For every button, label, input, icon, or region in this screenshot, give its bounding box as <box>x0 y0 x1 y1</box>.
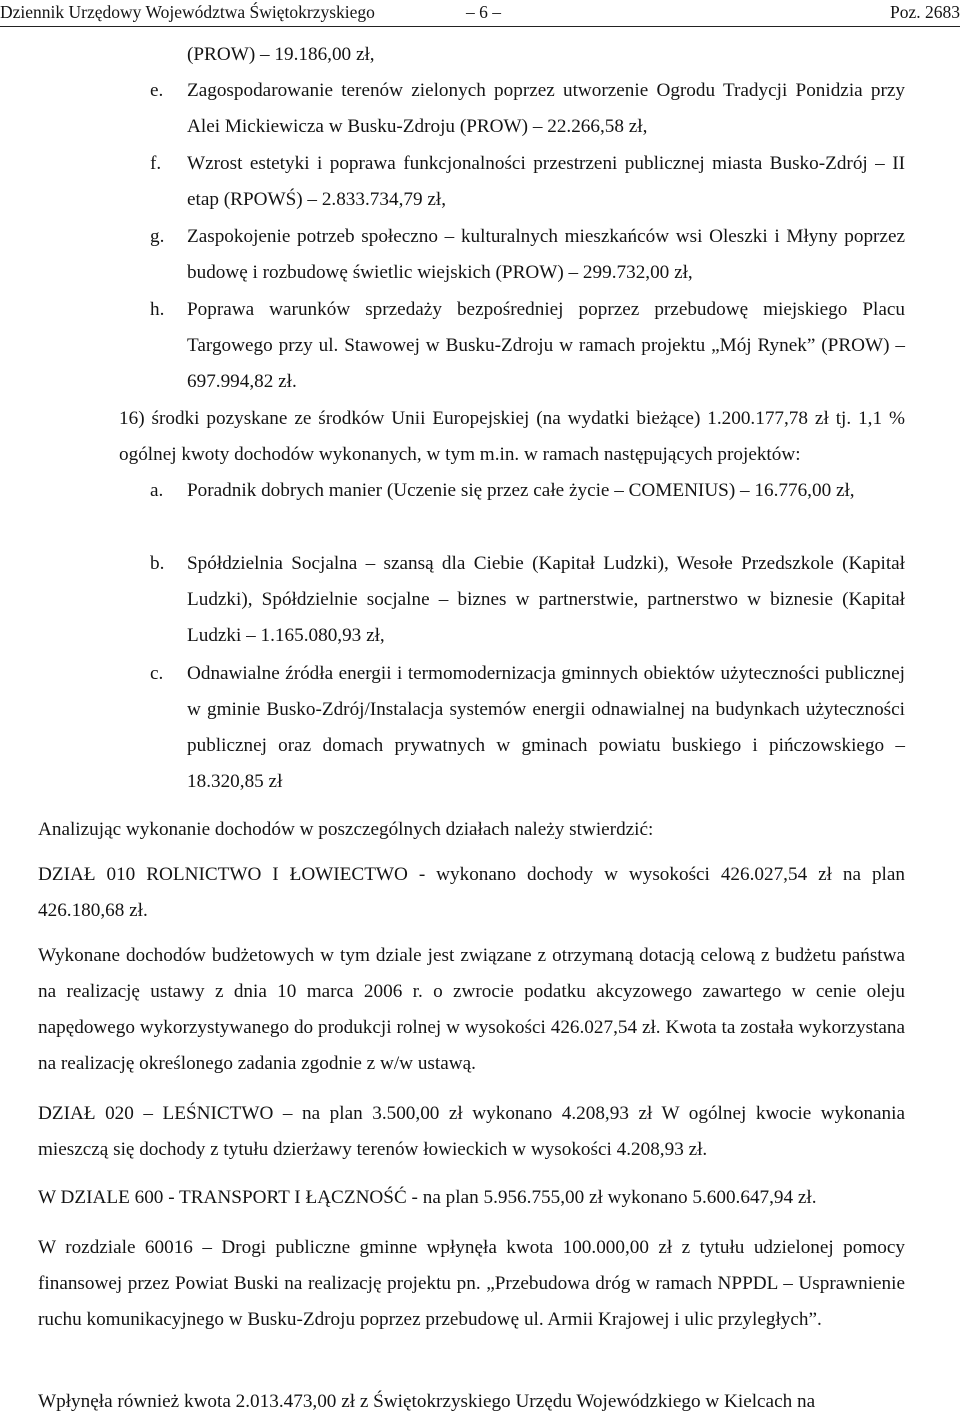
list-item-g <box>150 219 905 291</box>
list-item-c <box>150 656 905 800</box>
point-16: 16) środki pozyskane ze środków Unii Europejskiej (na wydatki bieżące) 1.200.177,78 zł tj. 1,1 % ogólnej kwoty dochodów wykonanych, w tym m.in. w ramach następujących projektów: <box>119 408 905 465</box>
list-item-text: Zaspokojenie potrzeb społeczno – kulturalnych mieszkańców wsi Oleszki i Młyny poprzez budowę i rozbudowę świetlic wiejskich (PROW) – 299.732,00 zł, <box>187 226 905 283</box>
list-item-text: Spółdzielnia Socjalna – szansą dla Ciebie (Kapitał Ludzki), Wesołe Przedszkole (Kapitał Ludzki), Spółdzielnie socjalne – biznes w partnerstwie, partnerstwo w biznesie (Kapitał Ludzki – 1.165.080,93 zł, <box>187 553 905 646</box>
list-item-e <box>150 73 905 145</box>
list-item-text: Zagospodarowanie terenów zielonych poprzez utworzenie Ogrodu Tradycji Ponidzia przy Alei Mickiewicza w Busku-Zdroju (PROW) – 22.266,58 zł, <box>187 80 905 137</box>
paragraph-intro: Analizując wykonanie dochodów w poszczególnych działach należy stwierdzić: <box>38 819 654 840</box>
list-item-a <box>150 473 905 509</box>
list-marker: c. <box>150 663 164 684</box>
page-header <box>0 0 960 27</box>
paragraph-dzial-010-details: Wykonane dochodów budżetowych w tym dziale jest związane z otrzymaną dotacją celową z budżetu państwa na realizację ustawy z dnia 10 marca 2006 r. o zwrocie podatku akcyzowego zawartego w cenie oleju napędowego wykorzystywanego do produkcji rolnej w wysokości 426.027,54 zł. Kwota ta została wykorzystana na realizację określonego zadania zgodnie z w/w ustawą. <box>38 945 905 1074</box>
list-marker: e. <box>150 80 164 101</box>
list-item-text: Wzrost estetyki i poprawa funkcjonalności przestrzeni publicznej miasta Busko-Zdrój – II etap (RPOWŚ) – 2.833.734,79 zł, <box>187 153 905 210</box>
list-marker: g. <box>150 226 165 247</box>
list-item-text: Poprawa warunków sprzedaży bezpośredniej poprzez przebudowę miejskiego Placu Targowego przy ul. Stawowej w Busku-Zdroju w ramach projektu „Mój Rynek” (PROW) – 697.994,82 zł. <box>187 299 905 392</box>
position-number: Poz. 2683 <box>890 2 960 22</box>
journal-title: Dziennik Urzędowy Województwa Świętokrzyskiego <box>0 2 375 22</box>
list-marker: h. <box>150 299 165 320</box>
paragraph-dzial-010: DZIAŁ 010 ROLNICTWO I ŁOWIECTWO - wykonano dochody w wysokości 426.027,54 zł na plan 426.180,68 zł. <box>38 864 905 921</box>
list-continuation: (PROW) – 19.186,00 zł, <box>187 44 375 65</box>
paragraph-dzial-020: DZIAŁ 020 – LEŚNICTWO – na plan 3.500,00 zł wykonano 4.208,93 zł W ogólnej kwocie wykonania mieszczą się dochody z tytułu dzierżawy terenów łowieckich w wysokości 4.208,93 zł. <box>38 1103 905 1160</box>
list-marker: b. <box>150 553 165 574</box>
list-item-h <box>150 292 905 400</box>
paragraph-dzial-600: W DZIALE 600 - TRANSPORT I ŁĄCZNOŚĆ - na plan 5.956.755,00 zł wykonano 5.600.647,94 zł. <box>38 1187 817 1208</box>
paragraph-wplynela: Wpłynęła również kwota 2.013.473,00 zł z Świętokrzyskiego Urzędu Wojewódzkiego w Kielcach na <box>38 1391 816 1412</box>
page-number: – 6 – <box>466 2 501 22</box>
list-marker: a. <box>150 480 164 501</box>
paragraph-rozdzial-60016: W rozdziale 60016 – Drogi publiczne gminne wpłynęła kwota 100.000,00 zł z tytułu udzielonej pomocy finansowej przez Powiat Buski na realizację projektu pn. „Przebudowa dróg w ramach NPPDL – Usprawnienie ruchu komunikacyjnego w Busku-Zdroju poprzez przebudowę ul. Armii Krajowej i ulic przyległych”. <box>38 1237 905 1330</box>
list-item-b <box>150 546 905 654</box>
list-item-text: Odnawialne źródła energii i termomodernizacja gminnych obiektów użyteczności publicznej w gminie Busko-Zdrój/Instalacja systemów energii odnawialnej na budynkach użyteczności publicznej oraz domach prywatnych w gminach powiatu buskiego i pińczowskiego – 18.320,85 zł <box>187 663 905 792</box>
list-item-text: Poradnik dobrych manier (Uczenie się przez całe życie – COMENIUS) – 16.776,00 zł, <box>187 480 855 501</box>
list-marker: f. <box>150 153 162 174</box>
list-item-f <box>150 146 905 218</box>
